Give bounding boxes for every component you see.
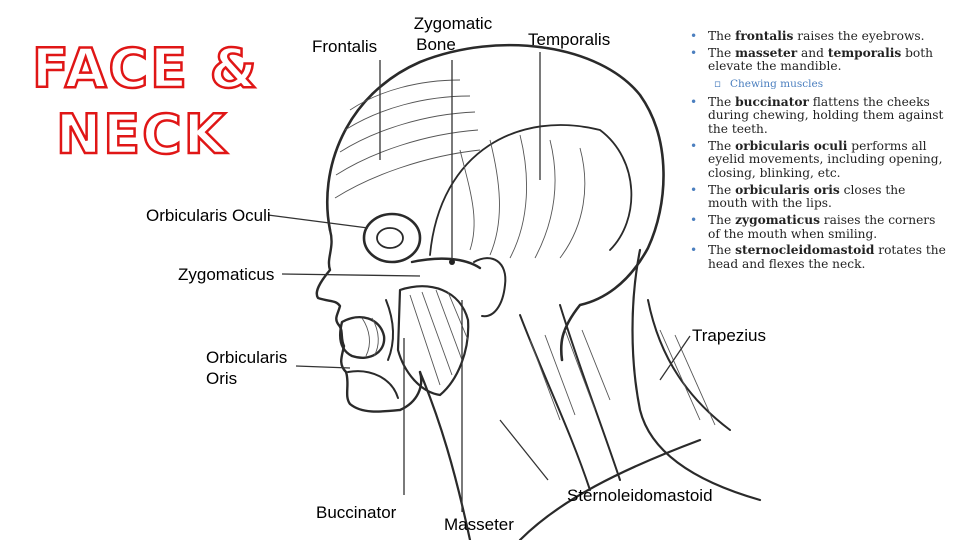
note-text: Chewing muscles xyxy=(730,77,824,90)
temporalis-muscle xyxy=(430,125,631,255)
label-trapezius: Trapezius xyxy=(692,326,767,345)
label-orbicularis-oris-line1: Orbicularis xyxy=(206,348,288,367)
note-text: and xyxy=(797,45,828,60)
note-term: frontalis xyxy=(735,29,794,43)
note-text: closes the mouth with the lips. xyxy=(708,182,906,211)
label-zygomaticus: Zygomaticus xyxy=(178,265,275,284)
note-orbicularis-oculi xyxy=(684,140,946,181)
label-masseter: Masseter xyxy=(444,515,514,534)
bullet-icon: • xyxy=(690,243,698,258)
note-zygomaticus xyxy=(684,214,946,241)
label-orbicularis-oris-line2: Oris xyxy=(206,368,238,388)
bullet-icon: • xyxy=(690,94,698,109)
note-text: flattens the cheeks during chewing, holding them against the teeth. xyxy=(708,94,944,137)
leader-orbicularis-oculi xyxy=(268,215,368,228)
chin-muscle xyxy=(348,371,398,398)
note-text: The xyxy=(708,212,736,227)
label-orbicularis-oculi: Orbicularis Oculi xyxy=(146,206,271,225)
leader-lines xyxy=(268,52,690,512)
note-text: The xyxy=(708,94,736,109)
note-text: The xyxy=(708,138,736,153)
note-text: performs all eyelid movements, including opening, closing, blinking, etc. xyxy=(708,138,943,180)
note-orbicularis-oris xyxy=(684,184,946,211)
bullet-icon: • xyxy=(690,29,698,43)
bullet-icon: • xyxy=(690,212,698,227)
trapezius-muscle xyxy=(648,300,730,430)
note-text: The xyxy=(708,29,736,43)
eye xyxy=(377,228,403,248)
label-frontalis: Frontalis xyxy=(312,37,378,56)
note-text: rotates the head and flexes the neck. xyxy=(708,243,946,271)
label-zygomatic-bone xyxy=(408,14,498,55)
note-sub-chewing xyxy=(684,79,946,91)
buccinator-muscle xyxy=(386,300,393,360)
leader-zygomaticus xyxy=(282,274,420,276)
title-line-2: NECK xyxy=(56,103,228,166)
note-term: buccinator xyxy=(735,94,809,109)
label-sternocleidomastoid: Sternoleidomastoid xyxy=(567,486,713,505)
leader-sternocleidomastoid xyxy=(500,420,548,480)
note-masseter-temporalis xyxy=(684,47,946,74)
label-orbicularis-oris xyxy=(206,348,287,389)
label-zygomatic-bone-line2: Bone xyxy=(416,34,456,54)
bullet-icon: • xyxy=(690,182,698,197)
neck-back xyxy=(633,250,761,500)
face-profile xyxy=(317,230,421,412)
muscle-function-notes xyxy=(684,30,946,275)
note-text: The xyxy=(708,182,736,197)
orbicularis-oris-muscle xyxy=(340,317,384,358)
bullet-icon: ▫ xyxy=(714,77,722,90)
zygomatic-bone-marker xyxy=(449,259,455,265)
note-term: temporalis xyxy=(827,45,902,60)
note-term: orbicularis oculi xyxy=(735,138,848,153)
note-text: The xyxy=(708,45,736,60)
sternocleidomastoid-muscle-2 xyxy=(560,305,620,480)
note-text: raises the corners of the mouth when smiling. xyxy=(708,212,936,241)
head-outline xyxy=(327,45,663,360)
bullet-icon: • xyxy=(690,138,698,153)
note-term: zygomaticus xyxy=(735,212,820,227)
orbicularis-oculi-muscle xyxy=(364,214,420,262)
note-term: sternocleidomastoid xyxy=(735,243,875,258)
note-term: orbicularis oris xyxy=(735,182,840,197)
zygomatic-arch xyxy=(412,259,480,268)
title-line-1: FACE & xyxy=(32,37,259,100)
note-sternocleidomastoid xyxy=(684,244,946,271)
note-buccinator xyxy=(684,96,946,137)
bullet-icon: • xyxy=(690,45,698,60)
note-text: both elevate the mandible. xyxy=(708,45,933,74)
note-term: masseter xyxy=(735,45,798,60)
note-text: raises the eyebrows. xyxy=(793,29,925,43)
note-frontalis xyxy=(684,30,946,44)
label-zygomatic-bone-line1: Zygomatic xyxy=(413,14,493,33)
note-text: The xyxy=(708,243,736,258)
label-buccinator: Buccinator xyxy=(316,503,397,522)
masseter-muscle xyxy=(398,286,468,395)
label-temporalis: Temporalis xyxy=(528,30,611,49)
